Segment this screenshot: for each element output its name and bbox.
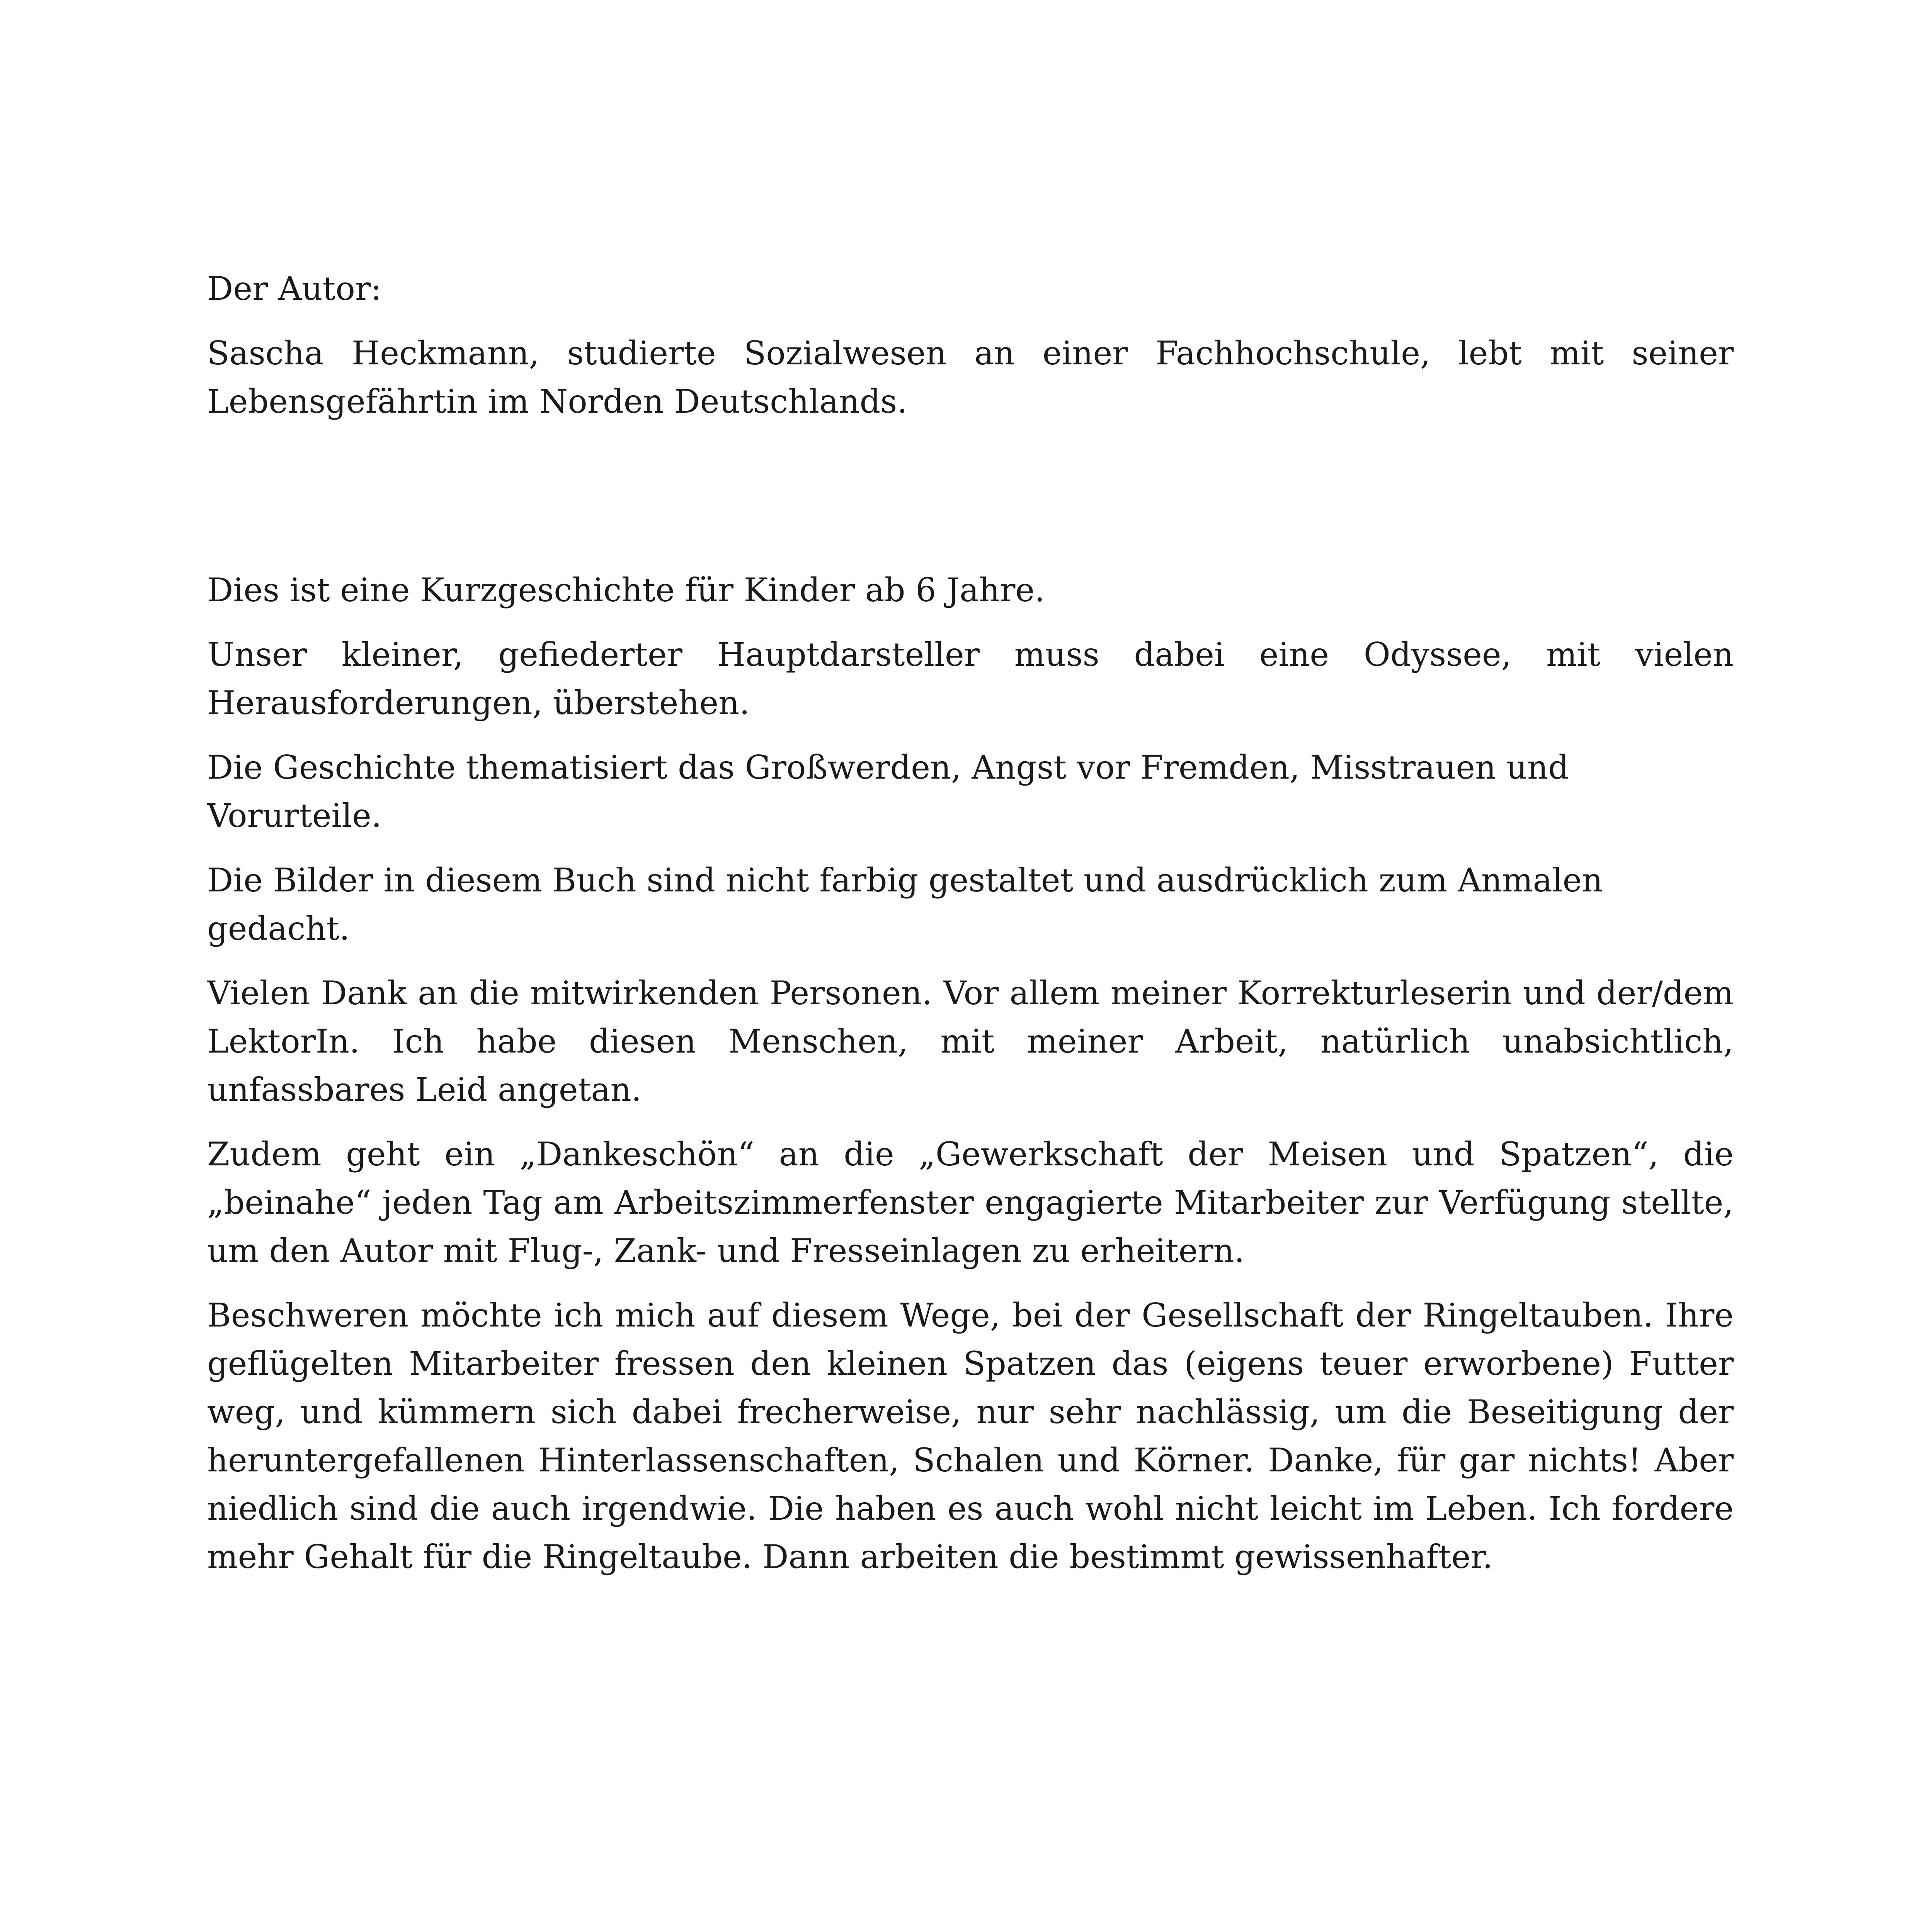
author-heading: Der Autor: <box>207 270 382 308</box>
paragraph-age-note: Dies ist eine Kurzgeschichte für Kinder ab 6 Jahre. <box>207 571 1045 609</box>
paragraph-thanks: Vielen Dank an die mitwirkenden Personen. Vor allem meiner Korrekturleserin und der/dem LektorIn. Ich habe diesen Menschen, mit meiner Arbeit, natürlich unabsichtlich, unfassbares Leid angetan. <box>207 974 1734 1109</box>
paragraph-complaint: Beschweren möchte ich mich auf diesem Wege, bei der Gesellschaft der Ringeltauben. Ihre geflügelten Mitarbeiter fressen den kleinen Spatzen das (eigens teuer erworbene) Futter weg, und kümmern sich dabei frecherweise, nur sehr nachlässig, um die Beseitigung der heruntergefallenen Hinterlassenschaften, Schalen und Körner. Danke, für gar nichts! Aber niedlich sind die auch irgendwie. Die haben es auch wohl nicht leicht im Leben. Ich fordere mehr Gehalt für die Ringeltaube. Dann arbeiten die bestimmt gewissenhafter. <box>207 1296 1734 1576</box>
paragraph-themes: Die Geschichte thematisiert das Großwerden, Angst vor Fremden, Misstrauen und Vorurteile. <box>207 748 1569 835</box>
paragraph-coloring: Die Bilder in diesem Buch sind nicht farbig gestaltet und ausdrücklich zum Anmalen gedacht. <box>207 861 1603 947</box>
author-bio: Sascha Heckmann, studierte Sozialwesen an einer Fachhochschule, lebt mit seiner Lebensgefährtin im Norden Deutschlands. <box>207 334 1734 420</box>
paragraph-odyssey: Unser kleiner, gefiederter Hauptdarsteller muss dabei eine Odyssee, mit vielen Herausforderungen, überstehen. <box>207 636 1734 722</box>
about-section <box>207 566 1734 1581</box>
author-section <box>207 265 1734 426</box>
paragraph-sparrows: Zudem geht ein „Dankeschön“ an die „Gewerkschaft der Meisen und Spatzen“, die „beinahe“ jeden Tag am Arbeitszimmerfenster engagierte Mitarbeiter zur Verfügung stellte, um den Autor mit Flug-, Zank- und Fresseinlagen zu erheitern. <box>207 1135 1734 1270</box>
